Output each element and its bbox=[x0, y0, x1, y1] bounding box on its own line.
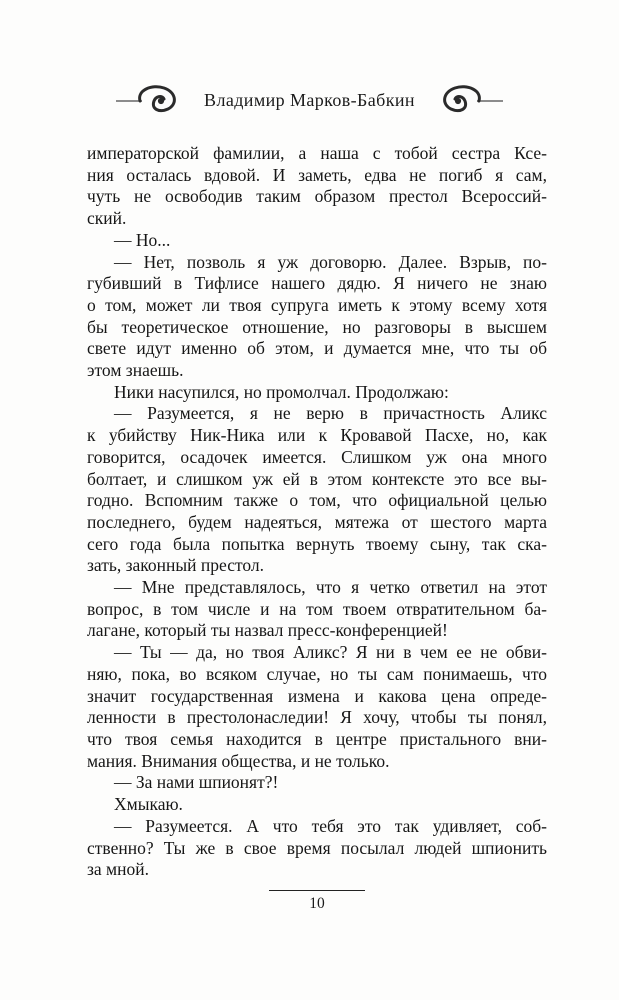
page-header bbox=[60, 80, 559, 120]
text-line: ленности в престолонаследии! Я хочу, чтобы ты понял, bbox=[87, 707, 547, 728]
text-line: значит государственная измена и какова цена опреде- bbox=[87, 685, 547, 706]
paragraph bbox=[87, 772, 547, 794]
text-line: — Ты — да, но твоя Аликс? Я ни в чем ее не обви- bbox=[114, 642, 547, 663]
paragraph bbox=[87, 143, 547, 230]
text-line: бы теоретическое отношение, но разговоры в высшем bbox=[87, 316, 547, 337]
paragraph bbox=[87, 252, 547, 382]
paragraph bbox=[87, 794, 547, 816]
text-line: — Но... bbox=[114, 229, 171, 250]
text-line: болтает, и слишком уж ей в этом контексте это все вы- bbox=[87, 468, 547, 489]
text-line: — За нами шпионят?! bbox=[114, 772, 279, 793]
text-line: Ники насупился, но промолчал. Продолжаю: bbox=[114, 381, 449, 402]
ornament-right-icon bbox=[433, 82, 505, 118]
text-line: за мной. bbox=[87, 859, 149, 880]
text-line: ский. bbox=[87, 208, 127, 229]
paragraph bbox=[87, 382, 547, 404]
paragraph bbox=[87, 403, 547, 577]
text-line: — Мне представлялось, что я четко ответил на этот bbox=[114, 577, 547, 598]
text-line: няю, пока, во всяком случае, но ты сам понимаешь, что bbox=[87, 663, 547, 684]
text-line: зать, законный престол. bbox=[87, 555, 265, 576]
text-line: вопрос, в том числе и на том твоем отвратительном ба- bbox=[87, 598, 547, 619]
text-line: годно. Вспомним также о том, что официальной целью bbox=[87, 490, 547, 511]
text-line: — Нет, позволь я уж договорю. Далее. Взрыв, по- bbox=[114, 251, 547, 272]
paragraph bbox=[87, 230, 547, 252]
ornament-left-icon bbox=[114, 82, 186, 118]
paragraph bbox=[87, 816, 547, 881]
text-line: сего года была попытка вернуть твоему сыну, так ска- bbox=[87, 533, 547, 554]
text-line: о том, может ли твоя супруга иметь к этому всему хотя bbox=[87, 294, 547, 315]
text-line: — Разумеется, я не верю в причастность Аликс bbox=[114, 403, 547, 424]
text-line: Хмыкаю. bbox=[114, 794, 183, 815]
text-line: свете идут именно об этом, и думается мне, что ты об bbox=[87, 338, 547, 359]
text-line: императорской фамилии, а наша с тобой сестра Ксе- bbox=[87, 143, 547, 163]
text-line: говорится, осадочек имеется. Слишком уж она много bbox=[87, 446, 547, 467]
text-line: что твоя семья находится в центре пристального вни- bbox=[87, 728, 547, 749]
paragraph bbox=[87, 642, 547, 772]
text-line: ственно? Ты же в свое время посылал людей шпионить bbox=[87, 837, 547, 858]
text-line: к убийству Ник-Ника или к Кровавой Пасхе, но, как bbox=[87, 425, 547, 446]
text-line: ния осталась вдовой. И заметь, едва не погиб я сам, bbox=[87, 164, 547, 185]
text-line: лагане, который ты назвал пресс-конференцией! bbox=[87, 620, 448, 641]
text-line: последнего, будем надеяться, мятежа от шестого марта bbox=[87, 511, 547, 532]
page-text bbox=[87, 143, 547, 881]
text-line: губивший в Тифлисе нашего дядю. Я ничего не знаю bbox=[87, 273, 547, 294]
text-line: чуть не освободив таким образом престол Всероссий- bbox=[87, 186, 547, 207]
page-footer bbox=[87, 890, 547, 913]
paragraph bbox=[87, 577, 547, 642]
text-line: этом знаешь. bbox=[87, 360, 184, 381]
footer-rule bbox=[269, 890, 365, 891]
text-line: мания. Внимания общества, и не только. bbox=[87, 750, 390, 771]
page-number: 10 bbox=[309, 895, 325, 912]
author-name: Владимир Марков-Бабкин bbox=[204, 89, 415, 110]
text-line: — Разумеется. А что тебя это так удивляет, соб- bbox=[114, 815, 547, 836]
